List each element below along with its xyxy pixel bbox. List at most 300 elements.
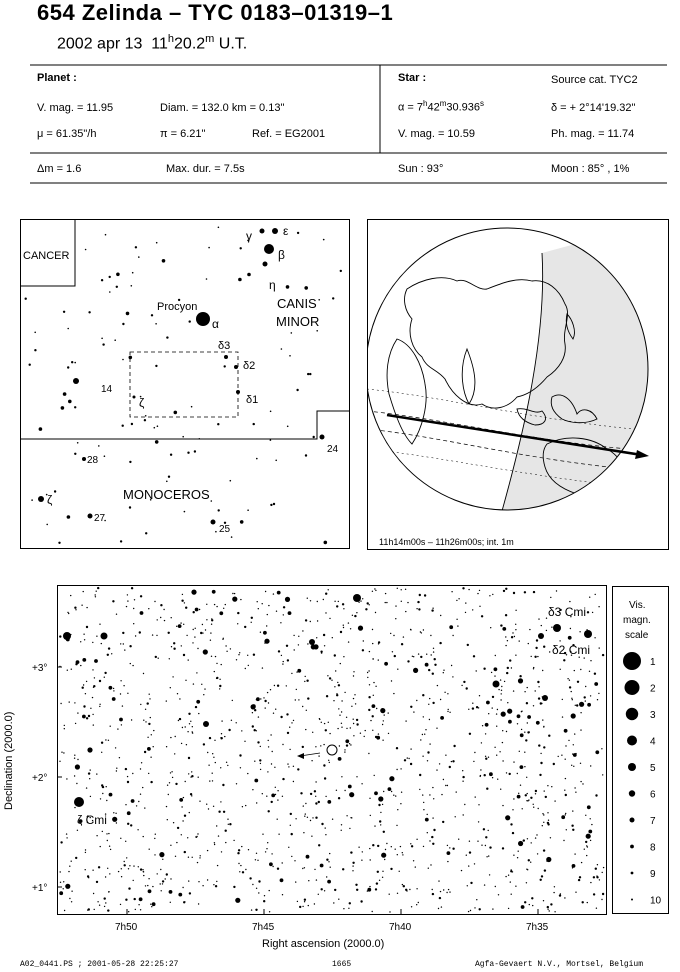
field-star	[116, 768, 117, 769]
field-star	[96, 636, 97, 637]
background-star	[182, 436, 184, 438]
field-star	[304, 816, 305, 817]
background-star	[116, 273, 120, 277]
field-star	[193, 683, 194, 684]
field-star	[138, 866, 139, 867]
field-star	[104, 672, 106, 674]
field-star	[554, 911, 555, 912]
field-star	[393, 693, 394, 694]
label-25: 25	[219, 524, 231, 535]
field-star	[97, 901, 98, 902]
star-beta	[264, 244, 274, 254]
field-star	[496, 713, 497, 714]
field-star	[338, 797, 340, 799]
field-star	[120, 838, 121, 839]
field-star	[312, 817, 313, 818]
field-star	[150, 904, 151, 905]
background-star	[170, 454, 172, 456]
field-star	[77, 712, 78, 713]
scale-label-mag-8: 8	[650, 842, 656, 854]
field-star	[591, 824, 592, 825]
field-star	[216, 678, 217, 679]
field-star	[571, 825, 573, 827]
field-star	[348, 785, 352, 789]
field-star	[105, 902, 106, 903]
background-star	[85, 249, 87, 251]
field-star	[129, 645, 131, 647]
field-star	[431, 609, 433, 611]
field-star	[177, 827, 179, 829]
field-star	[601, 899, 602, 900]
background-star	[122, 425, 124, 427]
field-star	[150, 717, 151, 718]
field-star	[496, 726, 497, 727]
field-star	[350, 727, 351, 728]
scale-dot-mag-9	[631, 872, 634, 875]
field-star	[175, 736, 176, 737]
field-star	[291, 722, 292, 723]
star-alpha: $\alpha = 7^h42^m30.936^s$	[398, 99, 485, 114]
field-star	[170, 687, 171, 688]
field-star	[501, 690, 502, 691]
field-star	[369, 651, 370, 652]
field-star	[298, 669, 300, 671]
field-star	[582, 783, 583, 784]
background-star	[25, 298, 27, 300]
field-star	[232, 593, 233, 594]
field-star	[372, 730, 373, 731]
field-star	[546, 860, 547, 861]
field-star	[324, 890, 325, 891]
field-star	[196, 700, 200, 704]
background-star	[270, 504, 272, 506]
field-star	[376, 882, 378, 884]
field-star	[568, 636, 572, 640]
field-star	[378, 659, 379, 660]
field-star	[229, 823, 231, 825]
field-star	[486, 701, 490, 705]
field-star	[509, 659, 511, 661]
field-star	[130, 824, 132, 826]
field-star	[126, 606, 127, 607]
field-star	[144, 807, 145, 808]
field-star	[131, 799, 135, 803]
field-star	[377, 845, 379, 847]
field-star	[545, 796, 547, 798]
field-star	[565, 813, 566, 814]
field-star	[468, 865, 469, 866]
field-star	[556, 590, 557, 591]
field-star	[224, 736, 225, 737]
field-star	[268, 810, 270, 812]
field-star	[594, 673, 596, 675]
field-star	[188, 713, 190, 715]
field-star	[66, 833, 67, 834]
field-star	[345, 739, 349, 743]
field-star	[240, 865, 241, 866]
ytick-plus3: +3°	[32, 663, 48, 674]
field-star	[190, 721, 191, 722]
background-star	[340, 270, 342, 272]
field-star	[152, 886, 153, 887]
field-star	[297, 901, 298, 902]
field-star	[282, 663, 283, 664]
field-star	[235, 898, 240, 903]
field-star	[464, 804, 465, 805]
field-star	[432, 889, 433, 890]
field-star	[188, 757, 190, 759]
field-star	[234, 593, 235, 594]
field-star	[71, 901, 72, 902]
field-star	[449, 766, 451, 768]
field-star	[274, 685, 275, 686]
field-star	[147, 737, 148, 738]
field-star	[481, 742, 482, 743]
background-star	[289, 355, 291, 357]
field-star	[113, 812, 114, 813]
background-star	[126, 312, 130, 316]
field-star	[520, 785, 521, 786]
field-star	[60, 841, 62, 843]
field-star	[439, 897, 441, 899]
field-star	[567, 678, 568, 679]
field-star	[120, 680, 121, 681]
field-star	[247, 655, 248, 656]
background-star	[174, 411, 178, 415]
field-star	[302, 746, 304, 748]
field-star	[160, 617, 161, 618]
field-star	[538, 744, 540, 746]
field-star	[277, 799, 278, 800]
field-star	[343, 627, 344, 628]
field-star	[175, 856, 176, 857]
field-star	[299, 906, 301, 908]
field-star	[237, 612, 239, 614]
field-star	[133, 880, 134, 881]
field-star	[417, 601, 419, 603]
field-star	[395, 795, 396, 796]
field-star	[539, 774, 541, 776]
field-star	[394, 655, 396, 657]
field-star	[500, 699, 501, 700]
field-star	[133, 608, 134, 609]
field-star	[325, 593, 327, 595]
field-star	[478, 804, 479, 805]
field-star	[216, 881, 217, 882]
field-star	[553, 763, 555, 765]
field-star	[59, 761, 60, 762]
field-star	[383, 791, 384, 792]
field-star	[122, 632, 124, 634]
background-star	[168, 476, 170, 478]
field-star	[561, 815, 565, 819]
field-star	[432, 673, 434, 675]
field-star	[219, 685, 221, 687]
background-star	[34, 349, 36, 351]
field-star	[578, 879, 580, 881]
field-star	[515, 629, 516, 630]
field-star	[255, 909, 257, 911]
field-star	[427, 760, 428, 761]
field-star	[310, 793, 312, 795]
label-alpha: α	[212, 317, 219, 331]
background-star	[296, 389, 298, 391]
field-star	[92, 669, 93, 670]
field-star	[365, 730, 366, 731]
field-star	[364, 736, 365, 737]
star-zeta-cmi-detail	[74, 797, 84, 807]
field-star	[59, 635, 61, 637]
field-star	[492, 707, 493, 708]
background-star	[155, 365, 157, 367]
field-star	[409, 889, 410, 890]
source-catalog: Source cat. TYC2	[551, 74, 638, 86]
field-star	[547, 822, 549, 824]
field-star	[188, 773, 189, 774]
field-star	[353, 671, 354, 672]
field-star	[197, 833, 198, 834]
field-star	[391, 680, 392, 681]
background-star	[332, 297, 334, 299]
field-star	[239, 754, 241, 756]
field-star	[336, 790, 337, 791]
field-star	[422, 694, 424, 696]
field-star	[508, 875, 509, 876]
field-star	[335, 670, 336, 671]
field-star	[154, 601, 155, 602]
field-star	[140, 704, 141, 705]
field-star	[488, 855, 489, 856]
background-star	[122, 323, 124, 325]
field-star	[60, 882, 61, 883]
field-star	[571, 698, 572, 699]
field-star	[182, 820, 183, 821]
field-star	[95, 594, 96, 595]
field-star	[75, 663, 77, 665]
field-star	[272, 751, 273, 752]
background-star	[29, 364, 31, 366]
field-star	[411, 845, 413, 847]
field-star	[174, 753, 175, 754]
field-star	[502, 805, 503, 806]
field-star	[572, 810, 573, 811]
field-star	[356, 612, 357, 613]
field-star	[198, 777, 199, 778]
background-star	[68, 400, 72, 404]
field-star	[90, 708, 91, 709]
field-star	[439, 642, 441, 644]
field-star	[566, 829, 567, 830]
field-star	[537, 853, 538, 854]
field-star	[252, 884, 253, 885]
field-star	[101, 752, 102, 753]
scale-label-mag-10: 10	[650, 895, 662, 907]
field-star	[109, 686, 113, 690]
field-star	[84, 660, 85, 661]
label-delta3-cmi: δ3 Cmi	[548, 605, 587, 619]
field-star	[290, 813, 292, 815]
field-star	[139, 897, 143, 901]
label-delta3: δ3	[218, 340, 231, 352]
field-star	[172, 777, 173, 778]
field-star	[543, 822, 544, 823]
field-star	[592, 612, 593, 613]
field-star	[67, 612, 68, 613]
field-star	[352, 615, 353, 616]
field-star	[585, 700, 586, 701]
field-star	[211, 624, 212, 625]
field-star	[219, 688, 220, 689]
field-star	[360, 900, 362, 902]
field-star	[288, 611, 292, 615]
field-star	[318, 844, 320, 846]
xtick-7h35: 7h35	[526, 922, 549, 933]
background-star	[67, 366, 69, 368]
ytick-plus1: +1°	[32, 883, 48, 894]
field-star	[490, 627, 491, 628]
field-star	[137, 829, 138, 830]
field-star	[293, 781, 294, 782]
field-star	[565, 794, 567, 796]
field-star	[207, 879, 208, 880]
field-star	[518, 841, 523, 846]
field-star	[494, 675, 495, 676]
field-star	[220, 767, 221, 768]
field-star	[184, 602, 185, 603]
field-star	[507, 702, 508, 703]
field-star	[267, 614, 268, 615]
field-star	[542, 719, 543, 720]
field-star	[554, 800, 555, 801]
field-star	[64, 725, 65, 726]
field-star	[310, 621, 311, 622]
field-star	[449, 847, 450, 848]
field-star	[199, 609, 200, 610]
field-star	[252, 704, 256, 708]
field-star	[349, 792, 354, 797]
field-star	[462, 770, 463, 771]
field-star	[571, 691, 572, 692]
background-star	[156, 242, 158, 244]
label-27: 27	[94, 513, 106, 524]
field-star	[565, 814, 566, 815]
field-star	[469, 851, 471, 853]
field-star	[140, 768, 141, 769]
field-star	[88, 772, 90, 774]
field-star	[445, 755, 446, 756]
field-star	[577, 681, 579, 683]
field-star	[66, 778, 67, 779]
field-star	[511, 894, 512, 895]
field-star	[511, 667, 512, 668]
field-star	[456, 619, 457, 620]
field-star	[484, 774, 486, 776]
field-star	[66, 837, 67, 838]
field-star	[524, 752, 525, 753]
field-star	[222, 639, 223, 640]
field-star	[324, 723, 325, 724]
field-star	[580, 712, 581, 713]
scale-dot-mag-10	[631, 899, 633, 901]
field-star	[189, 892, 191, 894]
field-star	[323, 599, 324, 600]
field-star	[69, 898, 70, 899]
field-star	[400, 846, 401, 847]
field-star	[179, 698, 180, 699]
field-star	[492, 777, 493, 778]
label-eta: η	[269, 278, 276, 292]
field-star	[304, 899, 306, 901]
field-star	[507, 709, 512, 714]
field-star	[218, 811, 220, 813]
field-star	[93, 687, 94, 688]
field-star	[581, 862, 582, 863]
field-star	[442, 821, 444, 823]
field-star	[275, 787, 276, 788]
label-cancer: CANCER	[23, 250, 70, 262]
field-star	[522, 808, 523, 809]
field-star	[280, 716, 282, 718]
field-star	[205, 629, 206, 630]
field-star	[271, 853, 272, 854]
field-star	[215, 885, 217, 887]
field-star	[239, 871, 240, 872]
field-star	[533, 668, 534, 669]
field-star	[249, 877, 251, 879]
label-minor: MINOR	[276, 314, 320, 329]
field-star	[416, 608, 417, 609]
field-star	[452, 760, 454, 762]
field-star	[462, 776, 464, 778]
field-star	[165, 878, 166, 879]
label-24: 24	[327, 444, 339, 455]
field-star	[519, 751, 520, 752]
field-star	[564, 897, 565, 898]
field-star	[452, 635, 453, 636]
field-star	[354, 615, 356, 617]
field-star	[263, 631, 267, 635]
field-star	[594, 682, 598, 686]
field-star	[277, 868, 279, 870]
field-star	[271, 801, 273, 803]
field-star	[500, 624, 502, 626]
field-star	[587, 902, 588, 903]
field-star	[132, 665, 133, 666]
field-star	[82, 658, 86, 662]
field-star	[228, 824, 229, 825]
field-star	[510, 823, 512, 825]
field-star	[263, 697, 264, 698]
field-star	[162, 883, 163, 884]
field-star	[401, 643, 403, 645]
field-star	[153, 730, 154, 731]
field-star	[107, 840, 108, 841]
field-star	[237, 852, 239, 854]
field-star	[512, 832, 514, 834]
label-28: 28	[87, 455, 99, 466]
field-star	[563, 659, 565, 661]
field-star	[529, 629, 530, 630]
background-star	[162, 259, 166, 263]
field-star	[587, 703, 591, 707]
field-star	[346, 815, 347, 816]
field-star	[207, 850, 208, 851]
field-star	[211, 618, 212, 619]
field-star	[188, 857, 189, 858]
field-star	[304, 681, 305, 682]
field-star	[476, 899, 477, 900]
field-star	[131, 719, 132, 720]
